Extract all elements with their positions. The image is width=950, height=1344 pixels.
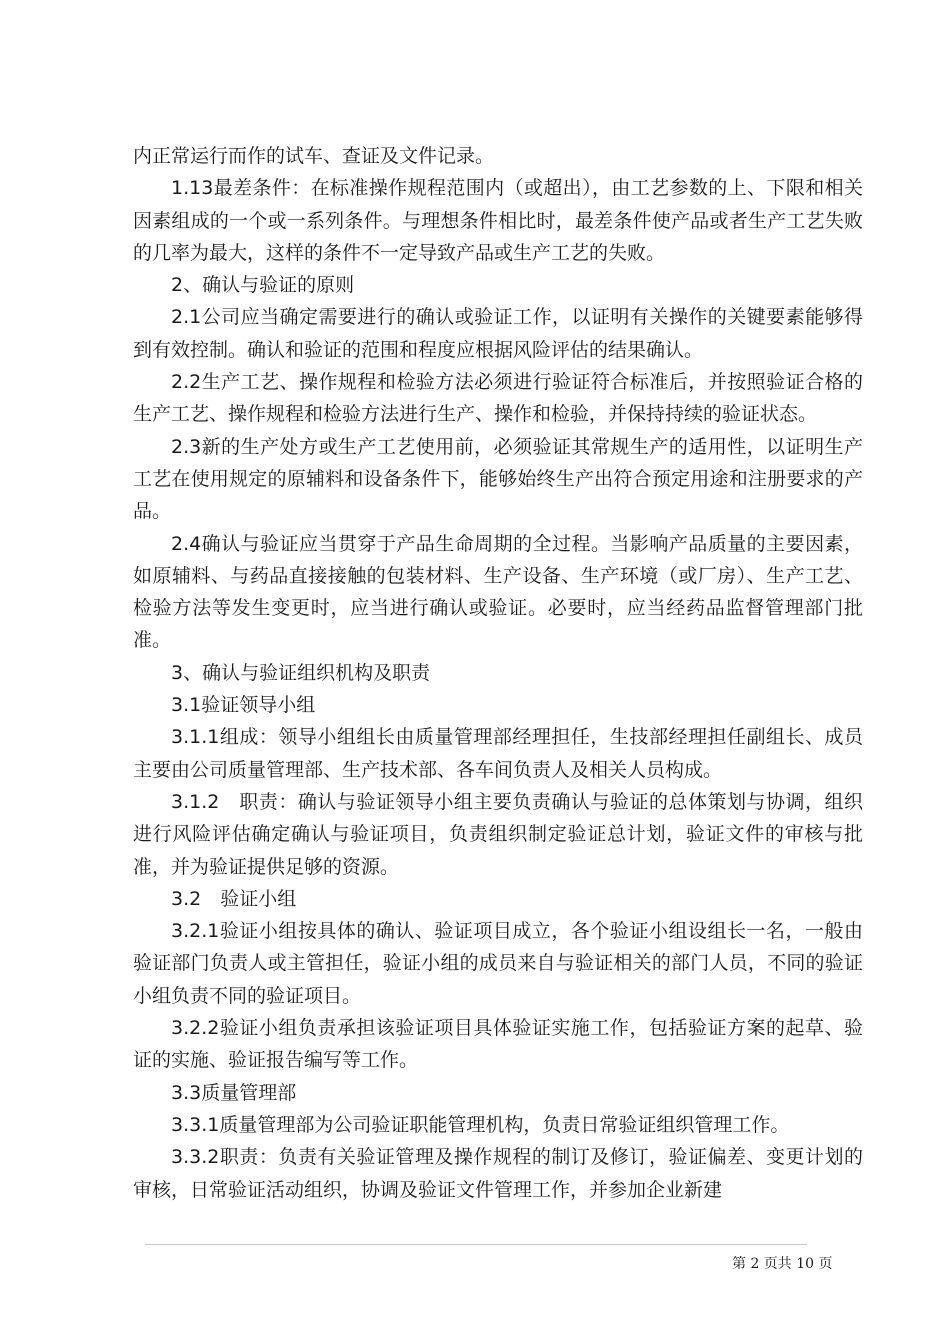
- paragraph: 3.2.2验证小组负责承担该验证项目具体验证实施工作，包括验证方案的起草、验证的实施、验证报告编写等工作。: [133, 1017, 863, 1072]
- paragraph: 3.3质量管理部: [171, 1081, 297, 1104]
- paragraph: 1.13最差条件：在标准操作规程范围内（或超出），由工艺参数的上、下限和相关因素组成的一个或一系列条件。与理想条件相比时，最差条件使产品或者生产工艺失败的几率为最大，这样的条件不一定导致产品或生产工艺的失败。: [133, 177, 863, 264]
- paragraph: 2.2生产工艺、操作规程和检验方法必须进行验证符合标准后，并按照验证合格的生产工艺、操作规程和检验方法进行生产、操作和检验，并保持持续的验证状态。: [133, 371, 863, 426]
- paragraph: 3.3.1质量管理部为公司验证职能管理机构，负责日常验证组织管理工作。: [171, 1113, 790, 1136]
- paragraph: 3.3.2职责：负责有关验证管理及操作规程的制订及修订，验证偏差、变更计划的审核，日常验证活动组织，协调及验证文件管理工作，并参加企业新建: [133, 1146, 863, 1201]
- paragraph: 2.1公司应当确定需要进行的确认或验证工作，以证明有关操作的关键要素能够得到有效控制。确认和验证的范围和程度应根据风险评估的结果确认。: [133, 306, 863, 361]
- footer-divider: [145, 1244, 807, 1245]
- paragraph: 2.3新的生产处方或生产工艺使用前，必须验证其常规生产的适用性，以证明生产工艺在使用规定的原辅料和设备条件下，能够始终生产出符合预定用途和注册要求的产品。: [133, 435, 863, 523]
- paragraph: 3.2 验证小组: [171, 887, 297, 910]
- paragraph: 2、确认与验证的原则: [171, 274, 355, 297]
- paragraph: 2.4确认与验证应当贯穿于产品生命周期的全过程。当影响产品质量的主要因素，如原辅料、与药品直接接触的包装材料、生产设备、生产环境（或厂房）、生产工艺、检验方法等发生变更时，应当进行确认或验证。必要时，应当经药品监督管理部门批准。: [133, 532, 863, 652]
- paragraph: 3.1.1组成：领导小组组长由质量管理部经理担任，生技部经理担任副组长、成员主要由公司质量管理部、生产技术部、各车间负责人及相关人员构成。: [133, 726, 863, 781]
- paragraph: 3.1.2 职责：确认与验证领导小组主要负责确认与验证的总体策划与协调，组织进行风险评估确定确认与验证项目，负责组织制定验证总计划，验证文件的审核与批准，并为验证提供足够的资源。: [133, 790, 863, 878]
- paragraph: 3.1验证领导小组: [171, 694, 316, 717]
- paragraph: 3、确认与验证组织机构及职责: [171, 661, 431, 684]
- document-body: [133, 140, 863, 1206]
- paragraph: 内正常运行而作的试车、查证及文件记录。: [133, 145, 495, 167]
- page-number: 第 2 页共 10 页: [732, 1256, 833, 1272]
- paragraph: 3.2.1验证小组按具体的确认、验证项目成立，各个验证小组设组长一名，一般由验证部门负责人或主管担任，验证小组的成员来自与验证相关的部门人员，不同的验证小组负责不同的验证项目。: [133, 920, 863, 1007]
